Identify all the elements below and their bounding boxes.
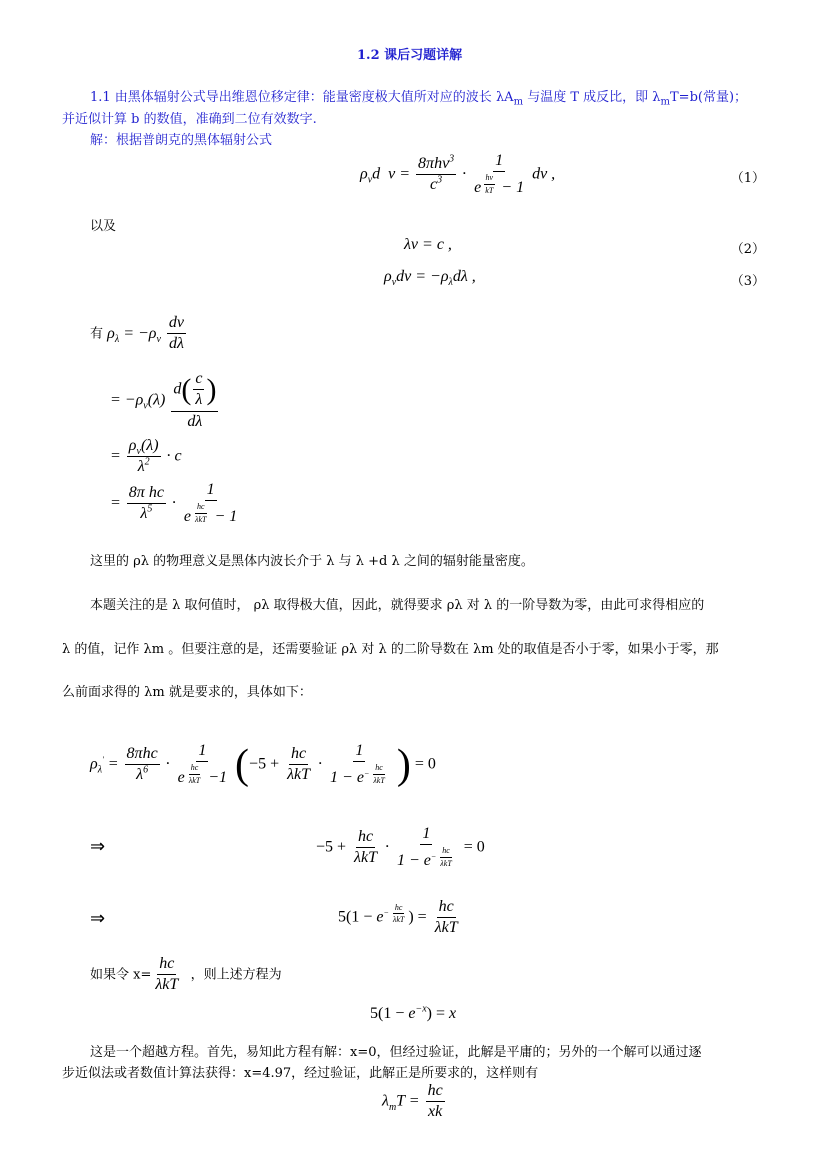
equation-2: λν = c , — [404, 236, 452, 253]
also-label: 以及 — [90, 219, 117, 234]
problem-line-1-sub2: m — [660, 96, 670, 108]
let-x-line: 如果令 x= $\frac{hc}{\text{λkT}}$ ，则上述方程为 — [90, 955, 282, 994]
meaning-paragraph: 这里的 ρλ 的物理意义是黑体内波长介于 λ 与 λ +d λ 之间的辐射能量密度。 — [90, 554, 534, 569]
equation-number-3: （3） — [730, 274, 765, 289]
derivation-line-2: = $-\rho_\nu(\lambda)$ d( $\frac{c}{\lambda}$ ) dλ — [110, 370, 217, 430]
implies-arrow-2: ⇒ — [90, 908, 106, 929]
equation-3: $\rho_\nu d\nu = -\rho_\lambda d\lambda$ , — [384, 268, 476, 289]
paragraph-line-2: λ 的值，记作 λm 。但要注意的是，还需要验证 ρλ 对 λ 的二阶导数在 λm 处的取值是否小于零，如果小于零，那 — [62, 642, 719, 657]
problem-line-2: 并近似计算 b 的数值，准确到二位有效数字. — [62, 112, 317, 127]
transcendental-line-2: 步近似法或者数值计算法获得：x=4.97，经过验证，此解正是所要求的，这样则有 — [62, 1066, 539, 1081]
final-equation: $\lambda_mT$ = $\frac{hc}{xk}$ — [382, 1082, 443, 1121]
derivation-line-1: 有 $\rho_\lambda = -\rho_\nu$ $\frac{d\nu}{d\lambda}$ — [90, 314, 185, 353]
paragraph-line-1: 本题关注的是 λ 取何值时， ρλ 取得极大值，因此，就得要求 ρλ 对 λ 的一阶导数为零，由此可求得相应的 — [90, 598, 705, 613]
paragraph-line-3: 么前面求得的 λm 就是要求的，具体如下： — [62, 685, 312, 700]
equation-number-1: （1） — [730, 171, 765, 186]
problem-line-1-sub: m — [513, 96, 524, 108]
solution-intro-text: 解：根据普朗克的黑体辐射公式 — [90, 133, 273, 148]
implied-equation-1: −5 + $\frac{hc}{\text{λkT}}$ · 1 $1 - e^{- \frac{hc}{\text{λkT}}}$ = 0 — [316, 825, 485, 870]
problem-line-1-tail: 与温度 T 成反比，即 λ — [523, 90, 661, 105]
derivation-line-3: = $\frac{\rho_\nu(\lambda)}{\lambda^2}$ · c — [110, 437, 182, 476]
solution-intro — [90, 129, 272, 148]
equation-number-2: （2） — [730, 242, 765, 257]
page-title: 1.2 课后习题详解 — [357, 48, 463, 63]
transcendental-line-1: 这是一个超越方程。首先，易知此方程有解：x=0，但经过验证，此解是平庸的；另外的一个解可以通过逐 — [90, 1045, 702, 1060]
implied-equation-2: $5(1 - e^{- \frac{hc}{\text{λkT}}}$ ) = $\frac{hc}{\text{λkT}}$ — [338, 898, 458, 937]
let-x-suffix: ，则上述方程为 — [190, 967, 282, 983]
you-label: 有 — [90, 326, 104, 342]
derivative-equation: $\rho_\lambda'$ = $\frac{\text{8πhc}}{\lambda^6}$ · 1 e $^{\frac{hc}{\text{λkT}}}$ −1 (−5 + $\frac{hc}{\text{λkT}}$ · 1 $1 - e^{- \frac{hc}{\text{λkT}}}$ ) = 0 — [90, 741, 436, 788]
implies-arrow-1: ⇒ — [90, 836, 106, 857]
let-x-prefix: 如果令 x= — [90, 967, 152, 983]
problem-line-1-text: 1.1 由黑体辐射公式导出维恩位移定律：能量密度极大值所对应的波长 λA — [90, 90, 514, 105]
problem-line-1 — [90, 86, 748, 108]
problem-line-1-end: T=b(常量)； — [670, 90, 748, 105]
derivation-line-4: = $\frac{\text{8π hc}}{\lambda^5}$ · 1 e $^{\frac{hc}{\text{λkT}}}$ − 1 — [110, 481, 238, 526]
equation-1: $\rho_\nu d$ ν = $\frac{8\pi h\nu^3}{c^3}$ · 1 e $^{\frac{h\nu}{kT}}$ − 1 dν , — [360, 152, 556, 197]
transcendental-equation: $5(1 - e^{-x}) = x$ — [370, 1003, 457, 1022]
